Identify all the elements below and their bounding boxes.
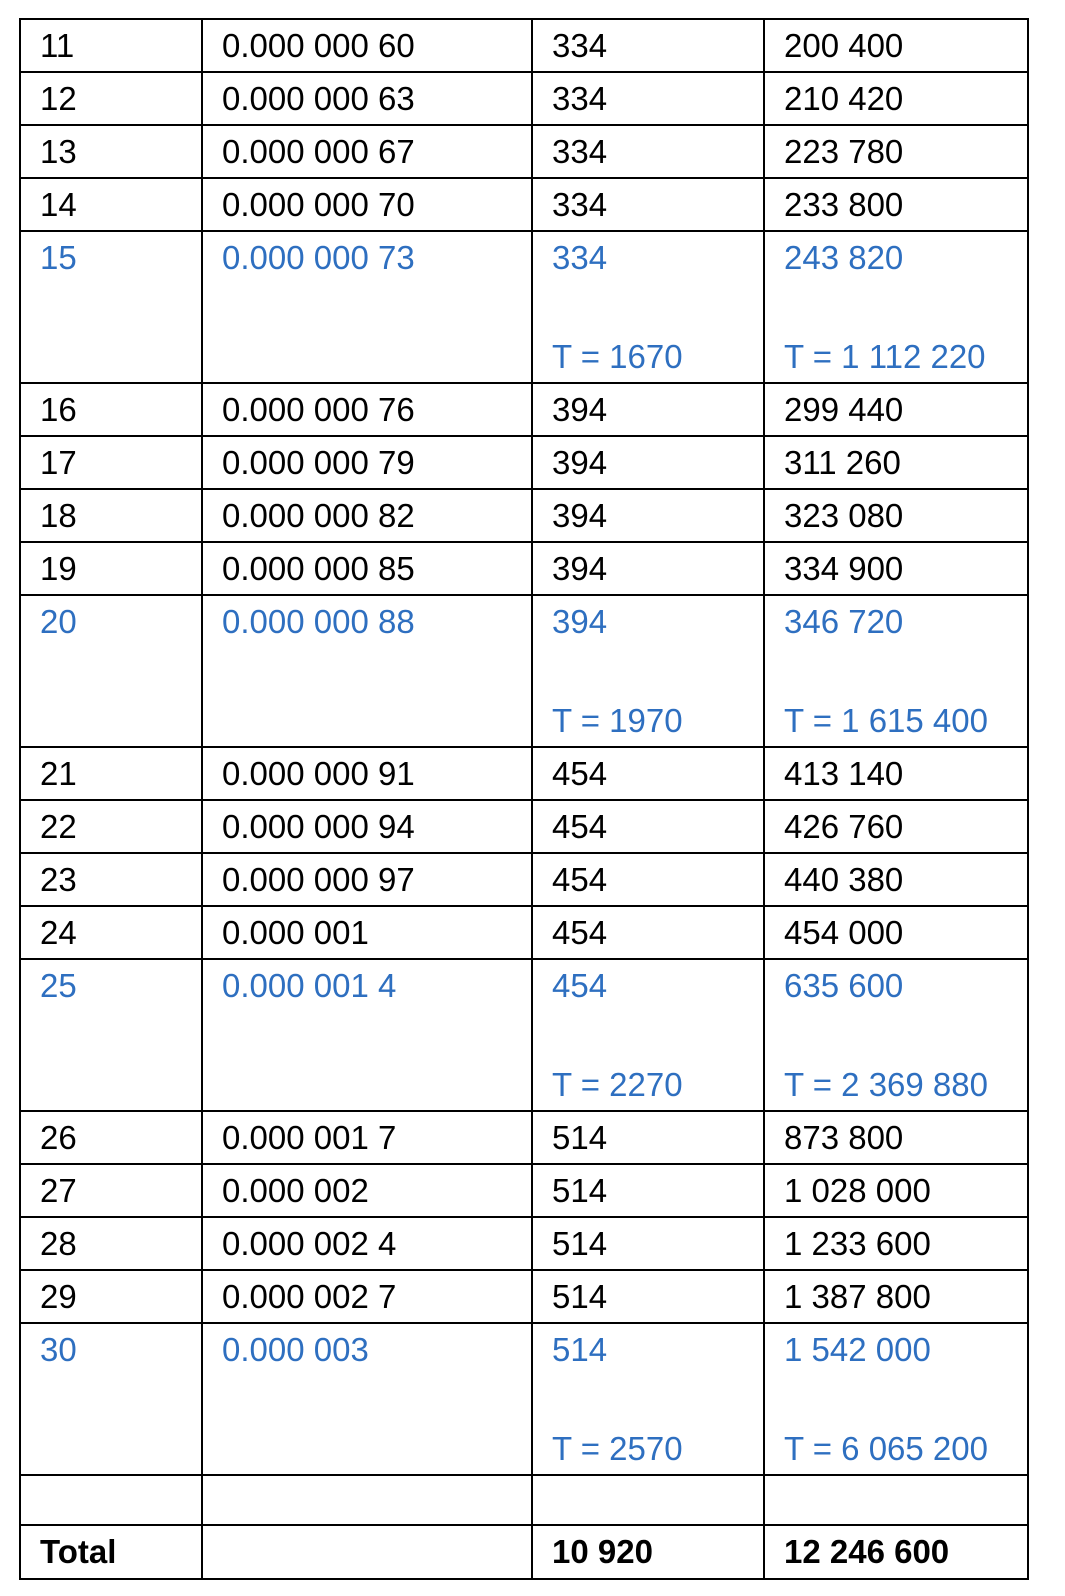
table-row	[20, 1111, 1028, 1164]
table-row	[20, 1270, 1028, 1323]
row-amount-value: 311 260	[784, 444, 901, 481]
row-value	[202, 383, 532, 436]
row-value-value: 0.000 002 7	[222, 1278, 397, 1315]
row-value-value: 0.000 000 97	[222, 861, 415, 898]
row-amount	[764, 125, 1028, 178]
row-count	[532, 959, 764, 1111]
row-count-value: 394	[552, 603, 608, 640]
table-row	[20, 747, 1028, 800]
row-count-value: 394	[552, 550, 608, 587]
row-id-value: 24	[40, 914, 77, 951]
table-body	[20, 19, 1028, 1579]
row-value-value: 0.000 003	[222, 1331, 369, 1368]
row-count	[532, 1111, 764, 1164]
row-count-subtotal: T = 1970	[552, 702, 683, 739]
row-id	[20, 959, 202, 1111]
row-amount-value: 440 380	[784, 861, 904, 898]
row-id-value: 12	[40, 80, 77, 117]
row-value	[202, 231, 532, 383]
row-amount-subtotal: T = 1 112 220	[784, 338, 986, 375]
row-id	[20, 1164, 202, 1217]
row-count-value: 334	[552, 27, 608, 64]
row-id-value: 13	[40, 133, 77, 170]
row-value	[202, 959, 532, 1111]
row-count	[532, 1164, 764, 1217]
row-id	[20, 542, 202, 595]
row-amount	[764, 595, 1028, 747]
total-count: 10 920	[532, 1525, 764, 1579]
row-value	[202, 489, 532, 542]
row-count-value: 514	[552, 1331, 608, 1368]
row-value-value: 0.000 002	[222, 1172, 369, 1209]
row-value	[202, 1270, 532, 1323]
row-value	[202, 19, 532, 72]
row-count	[532, 853, 764, 906]
row-amount-value: 1 233 600	[784, 1225, 931, 1262]
row-amount	[764, 1270, 1028, 1323]
table-row	[20, 178, 1028, 231]
row-id-value: 16	[40, 391, 77, 428]
row-count-value: 454	[552, 808, 608, 845]
row-id-value: 28	[40, 1225, 77, 1262]
row-count	[532, 747, 764, 800]
row-amount-value: 334 900	[784, 550, 904, 587]
row-id	[20, 1323, 202, 1475]
row-amount-subtotal: T = 6 065 200	[784, 1430, 988, 1467]
row-amount-value: 233 800	[784, 186, 904, 223]
row-value-value: 0.000 000 85	[222, 550, 415, 587]
row-count	[532, 595, 764, 747]
row-count	[532, 542, 764, 595]
row-amount-value: 454 000	[784, 914, 904, 951]
table-row	[20, 853, 1028, 906]
row-id	[20, 853, 202, 906]
table-row	[20, 1164, 1028, 1217]
table-row	[20, 436, 1028, 489]
table-row	[20, 800, 1028, 853]
row-count	[532, 1217, 764, 1270]
subtotal-row	[20, 959, 1028, 1111]
row-value	[202, 1323, 532, 1475]
row-id-value: 17	[40, 444, 77, 481]
row-amount	[764, 906, 1028, 959]
row-count	[532, 19, 764, 72]
row-value-value: 0.000 000 82	[222, 497, 415, 534]
row-count-value: 394	[552, 444, 608, 481]
row-count	[532, 489, 764, 542]
row-value-value: 0.000 000 73	[222, 239, 415, 276]
row-id-value: 23	[40, 861, 77, 898]
row-count-value: 394	[552, 391, 608, 428]
row-value-value: 0.000 000 94	[222, 808, 415, 845]
row-value	[202, 125, 532, 178]
total-row	[20, 1525, 1028, 1579]
row-id	[20, 1111, 202, 1164]
table-row	[20, 125, 1028, 178]
row-count-value: 514	[552, 1278, 608, 1315]
data-table	[19, 18, 1029, 1580]
total-amount: 12 246 600	[764, 1525, 1028, 1579]
row-amount	[764, 72, 1028, 125]
row-amount-value: 243 820	[784, 239, 904, 276]
row-count	[532, 1270, 764, 1323]
row-value-value: 0.000 000 67	[222, 133, 415, 170]
blank-row	[20, 1475, 1028, 1525]
row-amount-value: 1 542 000	[784, 1331, 931, 1368]
row-count-value: 514	[552, 1119, 608, 1156]
row-amount-value: 413 140	[784, 755, 904, 792]
row-amount	[764, 1323, 1028, 1475]
row-amount	[764, 542, 1028, 595]
row-id	[20, 747, 202, 800]
row-id	[20, 383, 202, 436]
row-value	[202, 906, 532, 959]
row-value	[202, 542, 532, 595]
row-amount-value: 346 720	[784, 603, 904, 640]
row-value-value: 0.000 001	[222, 914, 369, 951]
row-value	[202, 853, 532, 906]
table-row	[20, 489, 1028, 542]
row-amount-value: 299 440	[784, 391, 904, 428]
row-id	[20, 906, 202, 959]
row-count-value: 334	[552, 186, 608, 223]
row-id-value: 27	[40, 1172, 77, 1209]
row-count-value: 394	[552, 497, 608, 534]
row-id	[20, 436, 202, 489]
row-count-subtotal: T = 2270	[552, 1066, 683, 1103]
row-count	[532, 1323, 764, 1475]
row-value	[202, 1164, 532, 1217]
row-amount-value: 323 080	[784, 497, 904, 534]
row-id-value: 14	[40, 186, 77, 223]
row-id-value: 20	[40, 603, 77, 640]
table-row	[20, 542, 1028, 595]
row-value	[202, 436, 532, 489]
row-count-value: 334	[552, 80, 608, 117]
row-value-value: 0.000 000 60	[222, 27, 415, 64]
row-id	[20, 800, 202, 853]
row-count-value: 454	[552, 861, 608, 898]
row-count	[532, 231, 764, 383]
row-value	[202, 72, 532, 125]
row-value-value: 0.000 000 70	[222, 186, 415, 223]
row-id	[20, 178, 202, 231]
row-amount	[764, 178, 1028, 231]
row-amount	[764, 19, 1028, 72]
row-id	[20, 1217, 202, 1270]
row-count	[532, 72, 764, 125]
row-value-value: 0.000 001 4	[222, 967, 397, 1004]
row-id	[20, 19, 202, 72]
row-id	[20, 489, 202, 542]
row-amount	[764, 1111, 1028, 1164]
row-amount-value: 1 028 000	[784, 1172, 931, 1209]
table-row	[20, 72, 1028, 125]
row-count-value: 514	[552, 1172, 608, 1209]
row-amount	[764, 489, 1028, 542]
row-count	[532, 906, 764, 959]
row-amount	[764, 383, 1028, 436]
subtotal-row	[20, 1323, 1028, 1475]
row-value	[202, 1217, 532, 1270]
row-id-value: 25	[40, 967, 77, 1004]
row-value-value: 0.000 000 91	[222, 755, 415, 792]
row-amount	[764, 436, 1028, 489]
row-amount	[764, 747, 1028, 800]
row-count-value: 454	[552, 755, 608, 792]
table-row	[20, 1217, 1028, 1270]
row-count	[532, 383, 764, 436]
row-value	[202, 747, 532, 800]
row-id	[20, 595, 202, 747]
row-amount	[764, 959, 1028, 1111]
row-count	[532, 178, 764, 231]
row-id	[20, 231, 202, 383]
row-id	[20, 1270, 202, 1323]
row-count-value: 454	[552, 914, 608, 951]
row-id-value: 18	[40, 497, 77, 534]
row-value-value: 0.000 000 76	[222, 391, 415, 428]
row-amount	[764, 800, 1028, 853]
row-id-value: 11	[40, 27, 75, 64]
row-amount-value: 210 420	[784, 80, 904, 117]
row-id-value: 15	[40, 239, 77, 276]
row-count	[532, 800, 764, 853]
row-value	[202, 595, 532, 747]
row-amount-value: 635 600	[784, 967, 904, 1004]
table-row	[20, 19, 1028, 72]
row-value-value: 0.000 000 63	[222, 80, 415, 117]
row-id-value: 29	[40, 1278, 77, 1315]
row-value-value: 0.000 001 7	[222, 1119, 397, 1156]
row-count-subtotal: T = 2570	[552, 1430, 683, 1467]
row-amount-value: 1 387 800	[784, 1278, 931, 1315]
table-row	[20, 906, 1028, 959]
row-amount	[764, 1217, 1028, 1270]
row-count-subtotal: T = 1670	[552, 338, 683, 375]
row-amount-value: 873 800	[784, 1119, 904, 1156]
row-id-value: 19	[40, 550, 77, 587]
row-id-value: 22	[40, 808, 77, 845]
row-id	[20, 72, 202, 125]
row-count-value: 334	[552, 239, 608, 276]
row-amount-value: 426 760	[784, 808, 904, 845]
row-amount	[764, 853, 1028, 906]
row-count	[532, 436, 764, 489]
subtotal-row	[20, 595, 1028, 747]
row-count-value: 454	[552, 967, 608, 1004]
table-row	[20, 383, 1028, 436]
row-amount	[764, 1164, 1028, 1217]
row-count-value: 334	[552, 133, 608, 170]
row-id	[20, 125, 202, 178]
row-id-value: 26	[40, 1119, 77, 1156]
row-value-value: 0.000 002 4	[222, 1225, 397, 1262]
row-amount-value: 200 400	[784, 27, 904, 64]
row-id-value: 21	[40, 755, 77, 792]
row-id-value: 30	[40, 1331, 77, 1368]
row-amount-subtotal: T = 1 615 400	[784, 702, 988, 739]
total-label: Total	[20, 1525, 202, 1579]
row-value	[202, 800, 532, 853]
row-count-value: 514	[552, 1225, 608, 1262]
row-count	[532, 125, 764, 178]
row-value-value: 0.000 000 79	[222, 444, 415, 481]
row-value-value: 0.000 000 88	[222, 603, 415, 640]
row-amount-value: 223 780	[784, 133, 904, 170]
row-value	[202, 178, 532, 231]
row-amount-subtotal: T = 2 369 880	[784, 1066, 988, 1103]
row-value	[202, 1111, 532, 1164]
row-amount	[764, 231, 1028, 383]
subtotal-row	[20, 231, 1028, 383]
